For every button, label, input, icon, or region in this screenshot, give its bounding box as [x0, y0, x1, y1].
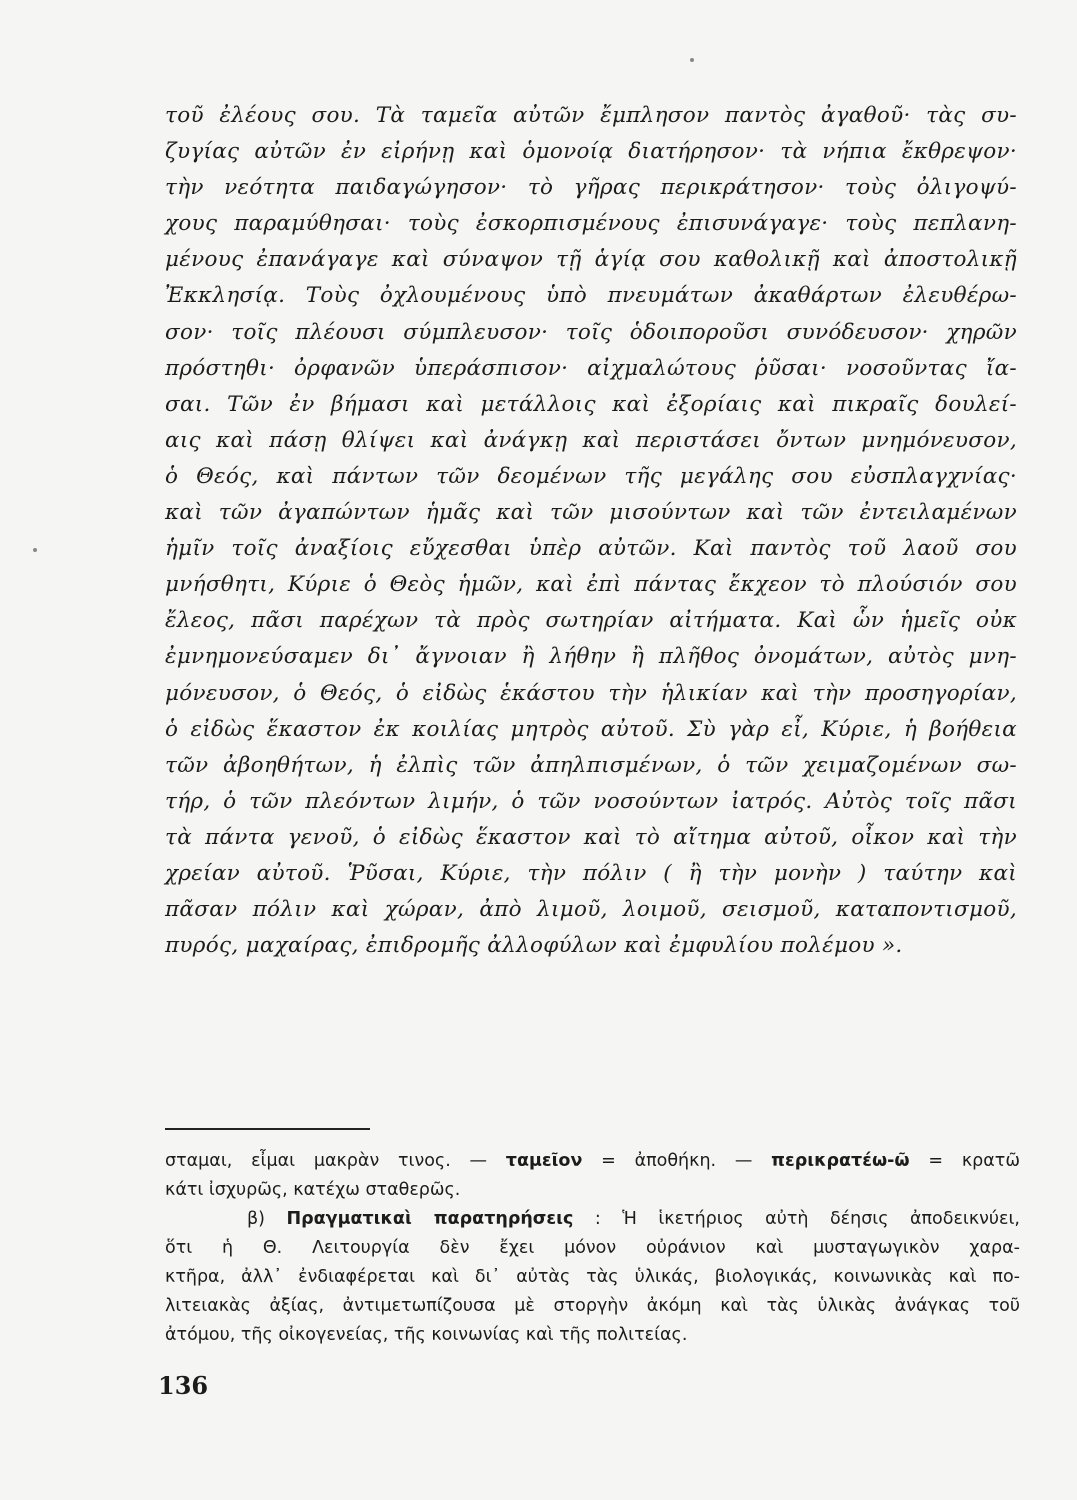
prayer-text	[165, 98, 1017, 964]
text-line: τήρ, ὁ τῶν πλεόντων λιμήν, ὁ τῶν νοσούντων ἰατρός. Αὐτὸς τοῖς πᾶσι	[165, 788, 1017, 814]
notes-line: ὅτι ἡ Θ. Λειτουργία δὲν ἔχει μόνον οὐράνιον καὶ μυσταγωγικὸν χαρα-	[165, 1238, 1020, 1258]
notes-line: β) Πραγματικαὶ παρατηρήσεις : Ἡ ἱκετήριος αὐτὴ δέησις ἀποδεικνύει,	[247, 1209, 1020, 1229]
text-line: ὁ Θεός, καὶ πάντων τῶν δεομένων τῆς μεγάλης σου εὐσπλαγχνίας·	[165, 463, 1017, 489]
text-line: καὶ τῶν ἀγαπώντων ἡμᾶς καὶ τῶν μισούντων καὶ τῶν ἐντειλαμένων	[165, 500, 1017, 526]
text-line: μένους ἐπανάγαγε καὶ σύναψον τῇ ἁγίᾳ σου καθολικῇ καὶ ἀποστολικῇ	[165, 247, 1017, 273]
glossary-term: ταμεῖον	[505, 1151, 583, 1171]
text-line: μόνευσον, ὁ Θεός, ὁ εἰδὼς ἑκάστου τὴν ἡλικίαν καὶ τὴν προσηγορίαν,	[165, 680, 1017, 706]
text-line: τὰ πάντα γενοῦ, ὁ εἰδὼς ἕκαστον καὶ τὸ αἴτημα αὐτοῦ, οἶκον καὶ τὴν	[165, 824, 1017, 850]
notes-line: σταμαι, εἶμαι μακρὰν τινος. — ταμεῖον = ἀποθήκη. — περικρατέω-ῶ = κρατῶ	[165, 1151, 1020, 1171]
text-line: Ἐκκλησίᾳ. Τοὺς ὀχλουμένους ὑπὸ πνευμάτων ἀκαθάρτων ἐλευθέρω-	[165, 283, 1017, 309]
notes-line: λιτειακὰς ἀξίας, ἀντιμετωπίζουσα μὲ στοργὴν ἀκόμη καὶ τὰς ὑλικὰς ἀνάγκας τοῦ	[165, 1296, 1020, 1316]
text-line: σον· τοῖς πλέουσι σύμπλευσον· τοῖς ὁδοιποροῦσι συνόδευσον· χηρῶν	[165, 319, 1017, 345]
notes-section	[165, 1147, 1020, 1350]
text-line: χους παραμύθησαι· τοὺς ἐσκορπισμένους ἐπισυνάγαγε· τοὺς πεπλανη-	[165, 211, 1017, 237]
notes-heading: Πραγματικαὶ παρατηρήσεις	[286, 1209, 574, 1229]
text-line: ζυγίας αὐτῶν ἐν εἰρήνῃ καὶ ὁμονοίᾳ διατήρησον· τὰ νήπια ἔκθρεψον·	[165, 139, 1017, 165]
notes-line: ἀτόμου, τῆς οἰκογενείας, τῆς κοινωνίας καὶ τῆς πολιτείας.	[165, 1325, 688, 1345]
text-line: τοῦ ἐλέους σου. Τὰ ταμεῖα αὐτῶν ἔμπλησον παντὸς ἀγαθοῦ· τὰς συ-	[165, 103, 1017, 128]
paper-speck	[33, 548, 37, 552]
notes-line: κάτι ἰσχυρῶς, κατέχω σταθερῶς.	[165, 1180, 461, 1200]
text-line: ἐμνημονεύσαμεν δι᾽ ἄγνοιαν ἢ λήθην ἢ πλῆθος ὀνομάτων, αὐτὸς μνη-	[165, 644, 1017, 670]
text-line: πρόστηθι· ὀρφανῶν ὑπεράσπισον· αἰχμαλώτους ῥῦσαι· νοσοῦντας ἴα-	[165, 355, 1017, 381]
text-line: αις καὶ πάσῃ θλίψει καὶ ἀνάγκῃ καὶ περιστάσει ὄντων μνημόνευσον,	[165, 427, 1017, 453]
text-line: σαι. Τῶν ἐν βήμασι καὶ μετάλλοις καὶ ἐξορίαις καὶ πικραῖς δουλεί-	[165, 391, 1017, 417]
text-line: χρείαν αὐτοῦ. Ῥῦσαι, Κύριε, τὴν πόλιν ( ἢ τὴν μονὴν ) ταύτην καὶ	[165, 860, 1017, 886]
glossary-term: περικρατέω-ῶ	[771, 1151, 910, 1171]
text-line: πᾶσαν πόλιν καὶ χώραν, ἀπὸ λιμοῦ, λοιμοῦ, σεισμοῦ, καταποντισμοῦ,	[165, 897, 1017, 923]
footnote-separator	[165, 1128, 370, 1130]
paper-speck	[690, 58, 694, 62]
notes-line: κτῆρα, ἀλλ᾽ ἐνδιαφέρεται καὶ δι᾽ αὐτὰς τὰς ὑλικάς, βιολογικάς, κοινωνικὰς καὶ πο-	[165, 1267, 1020, 1287]
text-line: μνήσθητι, Κύριε ὁ Θεὸς ἡμῶν, καὶ ἐπὶ πάντας ἔκχεον τὸ πλούσιόν σου	[165, 572, 1017, 598]
text-line: τῶν ἀβοηθήτων, ἡ ἐλπὶς τῶν ἀπηλπισμένων, ὁ τῶν χειμαζομένων σω-	[165, 752, 1017, 778]
text-line: πυρός, μαχαίρας, ἐπιδρομῆς ἀλλοφύλων καὶ ἐμφυλίου πολέμου ».	[165, 933, 903, 959]
text-line: ἔλεος, πᾶσι παρέχων τὰ πρὸς σωτηρίαν αἰτήματα. Καὶ ὧν ἡμεῖς οὐκ	[165, 608, 1017, 634]
text-line: ὁ εἰδὼς ἕκαστον ἐκ κοιλίας μητρὸς αὐτοῦ. Σὺ γὰρ εἶ, Κύριε, ἡ βοήθεια	[165, 716, 1017, 742]
text-line: τὴν νεότητα παιδαγώγησον· τὸ γῆρας περικράτησον· τοὺς ὀλιγοψύ-	[165, 175, 1017, 201]
text-line: ἡμῖν τοῖς ἀναξίοις εὔχεσθαι ὑπὲρ αὐτῶν. Καὶ παντὸς τοῦ λαοῦ σου	[165, 536, 1017, 562]
page-number: 136	[158, 1371, 209, 1400]
